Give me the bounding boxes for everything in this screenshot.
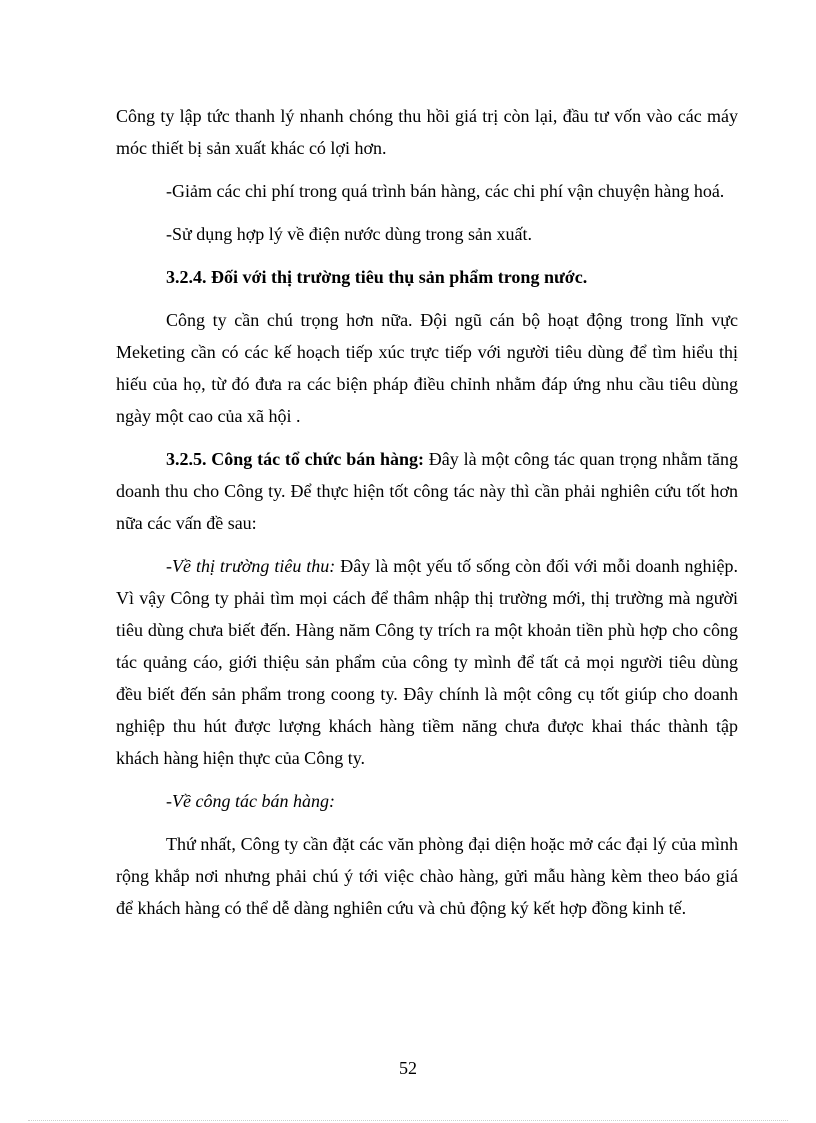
paragraph-domestic-market: Công ty cần chú trọng hơn nữa. Đội ngũ cán bộ hoạt động trong lĩnh vực Meketing cần có các kế hoạch tiếp xúc trực tiếp với người tiêu dùng để tìm hiểu thị hiếu của họ, từ đó đưa ra các biện pháp điều chỉnh nhằm đáp ứng nhu cầu tiêu dùng ngày một cao của xã hội . [116, 310, 738, 426]
paragraph-asset-liquidation: Công ty lập tức thanh lý nhanh chóng thu hồi giá trị còn lại, đầu tư vốn vào các máy móc thiết bị sản xuất khác có lợi hơn. [116, 106, 738, 158]
section-heading-3-2-5: 3.2.5. Công tác tổ chức bán hàng: [166, 449, 425, 469]
paragraph-consumer-market [116, 550, 738, 774]
document-body [116, 100, 738, 935]
sales-organization-text: Đây là một công tác quan trọng nhằm tăng doanh thu cho Công ty. Để thực hiện tốt công tác này thì cần phải nghiên cứu tốt hơn nữa các vấn đề sau: [116, 449, 738, 533]
page-footer-divider [28, 1120, 788, 1121]
subheading-consumer-market: -Về thị trường tiêu thu: [166, 556, 336, 576]
section-heading-3-2-4: 3.2.4. Đối với thị trường tiêu thụ sản phẩm trong nước. [166, 267, 588, 287]
paragraph-representative-offices: Thứ nhất, Công ty cần đặt các văn phòng đại diện hoặc mở các đại lý của mình rộng khắp nơi nhưng phải chú ý tới việc chào hàng, gửi mẫu hàng kèm theo báo giá để khách hàng có thể dễ dàng nghiên cứu và chủ động ký kết hợp đồng kinh tế. [116, 834, 738, 918]
subheading-sales-work: -Về công tác bán hàng: [166, 791, 335, 811]
page-number: 52 [399, 1058, 417, 1078]
paragraph-sales-organization [116, 443, 738, 539]
paragraph-utilities-usage: -Sử dụng hợp lý về điện nước dùng trong sản xuất. [166, 224, 533, 244]
consumer-market-text: Đây là một yếu tố sống còn đối với mỗi doanh nghiệp. Vì vậy Công ty phải tìm mọi cách để thâm nhập thị trường mới, thị trường mà người tiêu dùng chưa biết đến. Hàng năm Công ty trích ra một khoản tiền phù hợp cho công tác quảng cáo, giới thiệu sản phẩm của công ty mình để tất cả mọi người tiêu dùng đều biết đến sản phẩm trong coong ty. Đây chính là một công cụ tốt giúp cho doanh nghiệp thu hút được lượng khách hàng tiềm năng chưa được khai thác thành tập khách hàng hiện thực của Công ty. [116, 556, 738, 768]
paragraph-reduce-sales-costs: -Giảm các chi phí trong quá trình bán hàng, các chi phí vận chuyện hàng hoá. [166, 181, 725, 201]
